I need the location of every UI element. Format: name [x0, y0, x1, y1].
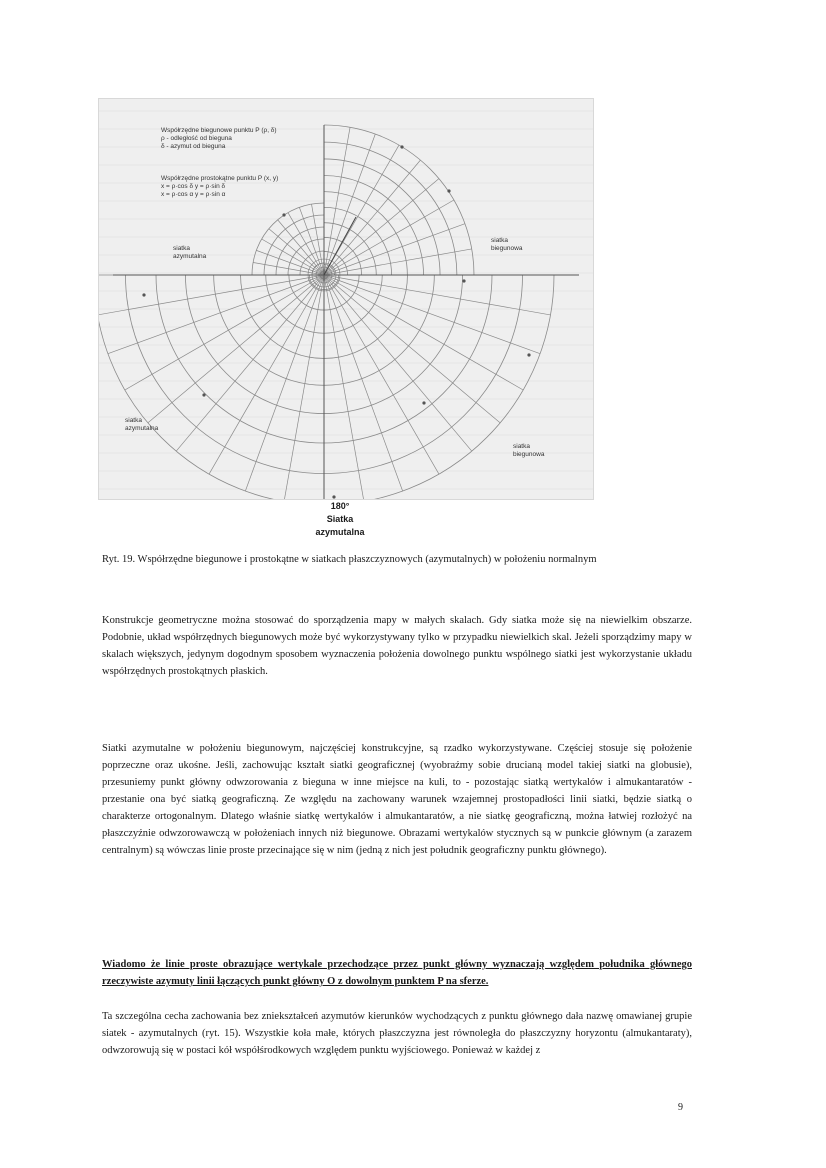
- paragraph-3: Ta szczególna cecha zachowania bez zniekształceń azymutów kierunków wychodzących z punktu głównego dała nazwę omawianej grupie siatek - azymutalnych (ryt. 15). Wszystkie koła małe, których płaszczyzna jest równoległa do płaszczyzny horyzontu (almukantaraty), odwzorowują się w postaci kół współśrodkowych względem punktu wyjściowego. Ponieważ w każdej z: [102, 1011, 692, 1056]
- lower-meridian: [284, 275, 324, 499]
- paragraph-1: Konstrukcje geometryczne można stosować do sporządzenia mapy w małych skalach. Gdy siatka może się na niewielkim obszarze. Podobnie, układ współrzędnych biegunowych może być wykorzystywany tylko w przypadku niewielkich skal. Jeżeli sporządzimy mapy w skalach większych, jedynym dogodnym sposobem wyznaczenia położenia dowolnego punktu wspólnego siatki jest wykorzystanie układu współrzędnych prostokątnych płaskich.: [102, 615, 692, 677]
- figure-bearing-label: 180°: [330, 501, 350, 511]
- grid-point-marker: [400, 145, 403, 148]
- paragraph-2: Siatki azymutalne w położeniu biegunowym, najczęściej konstrukcyjne, są rzadko wykorzystywane. Częściej stosuje się położenie poprzeczne oraz ukośne. Jeśli, zachowując kształt siatki geograficznej (wyobraźmy sobie drucianą model takiej siatki na globusie), przesuniemy punkt główny odwzorowania z bieguna w inne miejsce na kuli, to - pozostając siatką wertykalów i almukantaratów - przestanie ona być siatką geograficzną. Ze względu na zachowany warunek wzajemnej prostopadłości linii siatki, będzie siatką o charakterze ortogonalnym. Dlatego właśnie siatkę wertykalów i almukantaratów, a nie siatkę geograficzną, można łatwiej rozłożyć na płaszczyźnie odwzorowawczą w położeniach innych niż biegunowe. Obrazami wertykalów stycznych są w punkcie głównym (a zarazem centralnym) są wówczas linie proste przecinające się w nim (jedną z nich jest południk geograficzny punktu głównego).: [102, 743, 692, 856]
- lower-meridian: [324, 275, 403, 491]
- page-number: 9: [678, 1102, 683, 1113]
- lower-meridian: [245, 275, 324, 491]
- lower-meridian: [148, 275, 324, 423]
- label-left-upper: siatka azymutalna: [173, 245, 207, 260]
- grid-point-marker: [282, 213, 285, 216]
- legend-polar: Współrzędne biegunowe punktu P (ρ, δ) ρ - odległość od bieguna δ - azymut od bieguna: [161, 127, 277, 150]
- figure-center-label-1: Siatka: [326, 514, 354, 524]
- lower-meridian: [324, 275, 540, 354]
- label-right-lower: siatka biegunowa: [513, 443, 545, 458]
- lower-meridian: [324, 275, 500, 423]
- grid-drawing: [99, 99, 593, 499]
- grid-point-marker: [447, 189, 450, 192]
- grid-point-marker: [142, 293, 145, 296]
- lower-parallel-arc: [99, 275, 554, 499]
- azimuthal-grid-figure: [98, 98, 594, 500]
- grid-point-marker: [332, 495, 335, 498]
- label-right-upper: siatka biegunowa: [491, 237, 523, 252]
- lower-meridian: [324, 275, 364, 499]
- grid-point-marker: [462, 279, 465, 282]
- legend-rect: Współrzędne prostokątne punktu P (x, y) x = ρ·cos δ y = ρ·sin δ x = ρ·cos α y = ρ·sin α: [161, 175, 279, 198]
- grid-point-marker: [202, 393, 205, 396]
- lower-meridian: [108, 275, 324, 354]
- grid-point-marker: [527, 353, 530, 356]
- grid-point-marker: [422, 401, 425, 404]
- figure-center-label-2: azymutalna: [315, 527, 365, 537]
- figure-caption: Ryt. 19. Współrzędne biegunowe i prostokątne w siatkach płaszczyznowych (azymutalnych) w położeniu normalnym: [102, 554, 597, 565]
- emphasized-statement: Wiadomo że linie proste obrazujące wertykale przechodzące przez punkt główny wyznaczają względem południka głównego rzeczywiste azymuty linii łączących punkt główny O z dowolnym punktem P na sferze.: [102, 959, 692, 987]
- label-left-lower: siatka azymutalna: [125, 417, 159, 432]
